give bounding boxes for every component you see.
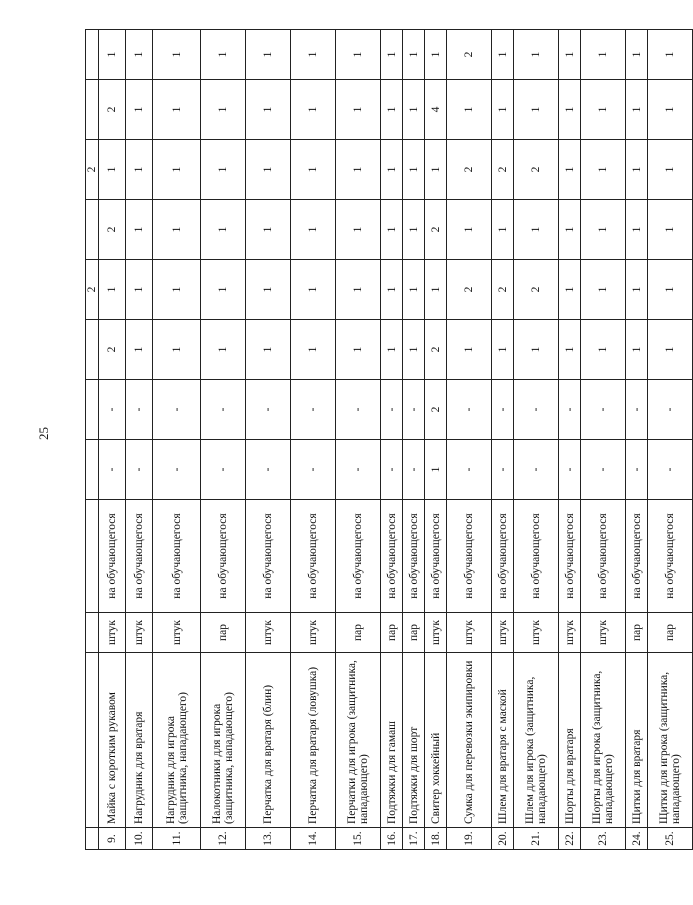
quantity-cell: 1 [336,30,381,80]
table-body [86,30,693,850]
quantity-cell: - [648,380,693,440]
quantity-cell: - [126,440,153,500]
calculation-basis: на обучающегося [648,500,693,613]
quantity-cell: 1 [153,140,201,200]
table-row [626,30,648,850]
quantity-cell: 1 [246,320,291,380]
calculation-basis: на обучающегося [626,500,648,613]
item-name: Налокотники для игрока (защитника, нападающего) [201,653,246,828]
calculation-basis: на обучающегося [153,500,201,613]
quantity-cell: 1 [559,80,581,140]
quantity-cell: 2 [99,80,126,140]
quantity-cell: - [447,380,492,440]
quantity-cell: 1 [201,140,246,200]
quantity-cell: - [336,440,381,500]
quantity-cell: 1 [153,80,201,140]
row-number: 16. [381,828,403,850]
item-name: Майка с коротким рукавом [99,653,126,828]
unit-of-measure: штук [153,613,201,653]
quantity-cell: 1 [559,30,581,80]
quantity-cell: - [514,440,559,500]
table-row [246,30,291,850]
item-name: Щитки для вратаря [626,653,648,828]
item-name: Шорты для вратаря [559,653,581,828]
table-row [381,30,403,850]
calculation-basis: на обучающегося [291,500,336,613]
quantity-cell: 1 [291,80,336,140]
quantity-cell: 1 [403,260,425,320]
quantity-cell: - [492,380,514,440]
row-number: 22. [559,828,581,850]
unit-of-measure: пар [648,613,693,653]
row-number: 10. [126,828,153,850]
quantity-cell: 4 [425,80,447,140]
quantity-cell: 1 [403,140,425,200]
quantity-cell [86,380,99,440]
table-row [403,30,425,850]
calculation-basis: на обучающегося [447,500,492,613]
quantity-cell: 1 [291,320,336,380]
item-name: Щитки для игрока (защитника, нападающего) [648,653,693,828]
quantity-cell: 1 [99,140,126,200]
quantity-cell: 1 [201,200,246,260]
quantity-cell: 2 [447,140,492,200]
quantity-cell: 1 [648,80,693,140]
quantity-cell: 1 [126,80,153,140]
quantity-cell [86,80,99,140]
quantity-cell: 1 [559,260,581,320]
table-row [581,30,626,850]
quantity-cell: 2 [447,260,492,320]
item-name: Перчатки для игрока (защитника, нападающего) [336,653,381,828]
calculation-basis: на обучающегося [559,500,581,613]
quantity-cell: 1 [425,260,447,320]
quantity-cell: - [581,380,626,440]
quantity-cell: - [626,380,648,440]
quantity-cell: - [626,440,648,500]
table-row [514,30,559,850]
quantity-cell: 1 [381,260,403,320]
item-name: Нагрудник для игрока (защитника, нападающего) [153,653,201,828]
calculation-basis: на обучающегося [99,500,126,613]
unit-of-measure: пар [336,613,381,653]
quantity-cell: 1 [514,320,559,380]
unit-of-measure: штук [492,613,514,653]
quantity-cell: 2 [99,320,126,380]
quantity-cell: - [291,380,336,440]
quantity-cell: 1 [648,140,693,200]
unit-of-measure: штук [99,613,126,653]
quantity-cell: 1 [425,140,447,200]
calculation-basis: на обучающегося [514,500,559,613]
unit-of-measure: штук [581,613,626,653]
item-name: Нагрудник для вратаря [126,653,153,828]
quantity-cell: 1 [626,30,648,80]
calculation-basis: на обучающегося [126,500,153,613]
unit-of-measure: штук [559,613,581,653]
quantity-cell: - [381,380,403,440]
quantity-cell: 1 [425,30,447,80]
item-name: Шлем для игрока (защитника, нападающего) [514,653,559,828]
quantity-cell [86,30,99,80]
quantity-cell: 1 [291,260,336,320]
unit-of-measure: штук [291,613,336,653]
quantity-cell: 1 [336,320,381,380]
quantity-cell: 1 [246,260,291,320]
unit-of-measure: пар [403,613,425,653]
table-row [492,30,514,850]
quantity-cell: 2 [514,140,559,200]
quantity-cell: - [648,440,693,500]
row-number: 14. [291,828,336,850]
table-row [425,30,447,850]
quantity-cell: 1 [336,200,381,260]
quantity-cell: 2 [86,140,99,200]
calculation-basis: на обучающегося [425,500,447,613]
row-number: 11. [153,828,201,850]
quantity-cell: 2 [99,200,126,260]
quantity-cell: 1 [559,140,581,200]
quantity-cell: - [447,440,492,500]
item-name: Сумка для перевозки экипировки [447,653,492,828]
quantity-cell: 1 [514,80,559,140]
row-number: 25. [648,828,693,850]
unit-of-measure: пар [381,613,403,653]
rotated-equipment-table [85,30,683,850]
table-row [648,30,693,850]
calculation-basis: на обучающегося [581,500,626,613]
quantity-cell: 1 [425,440,447,500]
quantity-cell: - [559,380,581,440]
calculation-basis: на обучающегося [201,500,246,613]
quantity-cell: 1 [514,30,559,80]
quantity-cell: - [153,440,201,500]
quantity-cell: 1 [246,30,291,80]
quantity-cell: 1 [626,320,648,380]
quantity-cell: 1 [381,320,403,380]
table-row [201,30,246,850]
calculation-basis: на обучающегося [492,500,514,613]
row-number: 13. [246,828,291,850]
quantity-cell: 2 [514,260,559,320]
quantity-cell: - [403,380,425,440]
unit-of-measure: штук [447,613,492,653]
quantity-cell: 1 [336,260,381,320]
row-number: 15. [336,828,381,850]
row-number: 17. [403,828,425,850]
quantity-cell: 1 [648,260,693,320]
row-number: 19. [447,828,492,850]
table-row [126,30,153,850]
quantity-cell: 1 [626,140,648,200]
quantity-cell: 1 [381,80,403,140]
quantity-cell: 1 [492,80,514,140]
page-number: 25 [36,427,51,440]
quantity-cell: 1 [201,80,246,140]
calculation-basis: на обучающегося [246,500,291,613]
quantity-cell: 1 [626,80,648,140]
quantity-cell: 1 [153,200,201,260]
table-row [291,30,336,850]
quantity-cell: - [291,440,336,500]
quantity-cell: 1 [559,200,581,260]
quantity-cell: 1 [336,140,381,200]
quantity-cell: - [381,440,403,500]
quantity-cell: - [126,380,153,440]
quantity-cell: - [99,440,126,500]
quantity-cell: 1 [403,80,425,140]
row-number: 24. [626,828,648,850]
quantity-cell: - [153,380,201,440]
row-number: 21. [514,828,559,850]
unit-of-measure: штук [126,613,153,653]
quantity-cell: 1 [581,140,626,200]
calculation-basis [86,500,99,613]
quantity-cell: 1 [381,30,403,80]
quantity-cell: - [99,380,126,440]
quantity-cell: 1 [201,260,246,320]
quantity-cell: 2 [492,140,514,200]
item-name: Подтяжки для гамаш [381,653,403,828]
table-row [559,30,581,850]
quantity-cell: 2 [86,260,99,320]
calculation-basis: на обучающегося [381,500,403,613]
quantity-cell: - [246,380,291,440]
quantity-cell: 1 [559,320,581,380]
row-number: 23. [581,828,626,850]
quantity-cell: 1 [581,30,626,80]
row-number: 18. [425,828,447,850]
quantity-cell: - [559,440,581,500]
item-name: Шорты для игрока (защитника, нападающего) [581,653,626,828]
quantity-cell: 1 [291,30,336,80]
quantity-cell: 1 [403,320,425,380]
quantity-cell: 1 [381,140,403,200]
table-row [86,30,99,850]
item-name: Шлем для вратаря с маской [492,653,514,828]
quantity-cell: 1 [648,30,693,80]
table-row [336,30,381,850]
quantity-cell: 1 [447,80,492,140]
quantity-cell: 1 [126,140,153,200]
row-number [86,828,99,850]
quantity-cell: 1 [581,260,626,320]
quantity-cell: 1 [99,260,126,320]
quantity-cell: 2 [492,260,514,320]
unit-of-measure: пар [626,613,648,653]
quantity-cell [86,320,99,380]
quantity-cell: - [201,440,246,500]
calculation-basis: на обучающегося [403,500,425,613]
quantity-cell: 1 [626,260,648,320]
quantity-cell: 1 [447,320,492,380]
quantity-cell: 2 [425,380,447,440]
quantity-cell: 2 [425,200,447,260]
row-number: 12. [201,828,246,850]
quantity-cell: 1 [153,260,201,320]
quantity-cell: 1 [581,80,626,140]
item-name: Перчатка для вратаря (блин) [246,653,291,828]
quantity-cell: 1 [201,320,246,380]
quantity-cell: 1 [581,320,626,380]
quantity-cell: 1 [403,200,425,260]
table-row [153,30,201,850]
row-number: 9. [99,828,126,850]
quantity-cell: 1 [447,200,492,260]
quantity-cell: 1 [126,200,153,260]
quantity-cell: 1 [246,80,291,140]
unit-of-measure: пар [201,613,246,653]
quantity-cell: 1 [336,80,381,140]
quantity-cell: 1 [153,320,201,380]
table-row [447,30,492,850]
unit-of-measure: штук [246,613,291,653]
row-number: 20. [492,828,514,850]
equipment-table [85,29,693,850]
quantity-cell: 1 [648,200,693,260]
quantity-cell: 1 [492,30,514,80]
quantity-cell: - [581,440,626,500]
quantity-cell: 1 [246,200,291,260]
table-row [99,30,126,850]
quantity-cell: 2 [447,30,492,80]
quantity-cell [86,440,99,500]
quantity-cell: - [514,380,559,440]
quantity-cell: 1 [291,200,336,260]
quantity-cell: 1 [291,140,336,200]
quantity-cell: 1 [153,30,201,80]
quantity-cell: 1 [126,260,153,320]
unit-of-measure: штук [514,613,559,653]
quantity-cell: 1 [581,200,626,260]
unit-of-measure: штук [425,613,447,653]
calculation-basis: на обучающегося [336,500,381,613]
quantity-cell: - [201,380,246,440]
quantity-cell: 1 [126,30,153,80]
item-name: Перчатка для вратаря (ловушка) [291,653,336,828]
quantity-cell [86,200,99,260]
quantity-cell: 1 [381,200,403,260]
quantity-cell: - [403,440,425,500]
quantity-cell: - [492,440,514,500]
quantity-cell: - [336,380,381,440]
quantity-cell: 1 [492,320,514,380]
item-name: Свитер хоккейный [425,653,447,828]
quantity-cell: 1 [403,30,425,80]
quantity-cell: - [246,440,291,500]
quantity-cell: 1 [648,320,693,380]
item-name [86,653,99,828]
quantity-cell: 2 [425,320,447,380]
quantity-cell: 1 [126,320,153,380]
quantity-cell: 1 [626,200,648,260]
unit-of-measure [86,613,99,653]
quantity-cell: 1 [492,200,514,260]
quantity-cell: 1 [99,30,126,80]
quantity-cell: 1 [514,200,559,260]
quantity-cell: 1 [246,140,291,200]
item-name: Подтяжки для шорт [403,653,425,828]
quantity-cell: 1 [201,30,246,80]
